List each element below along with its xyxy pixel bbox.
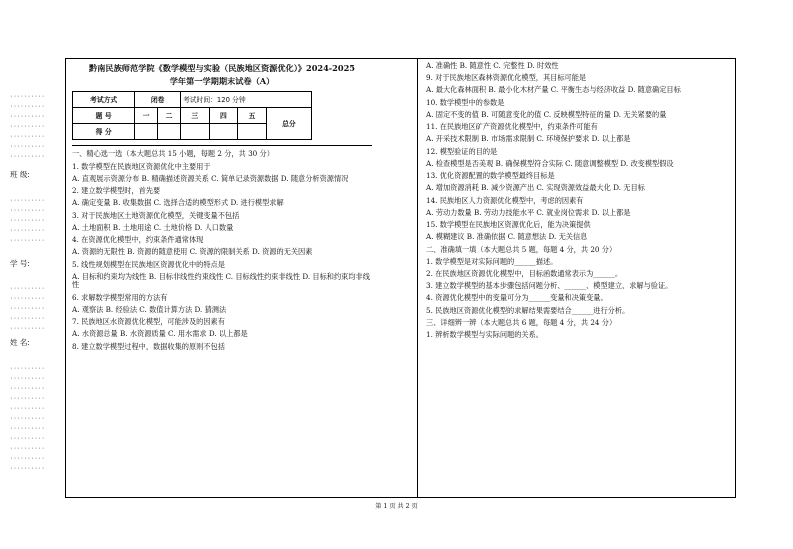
right-column [426,62,731,343]
margin-dots-15: ·········· [10,306,46,312]
answer-options: A. 开采技术限制 B. 市场需求限制 C. 环境保护要求 D. 以上都是 [426,134,631,144]
margin-dots-5: ·········· [10,134,46,140]
answer-options: A. 增加资源消耗 B. 减少资源产出 C. 实现资源效益最大化 D. 无目标 [426,183,645,193]
question-no-5: 五 [238,108,267,124]
fill-blank-question: 1. 数学模型是对实际问题的______描述。 [426,256,558,266]
margin-dots-19: ·········· [10,376,46,382]
question-text: 10. 数学模型中的参数是 [426,97,505,107]
score-row-label: 得 分 [73,124,135,140]
margin-dots-28: ·········· [10,466,46,472]
fill-blank-question: 5. 民族地区资源优化模型的求解结果需要结合______进行分析。 [426,305,630,315]
score-cell [180,124,209,140]
student-id-label: 学 号: [10,259,30,268]
class-label: 班 级: [10,170,30,179]
question-text: 3. 对于民族地区土地资源优化模型，关键变量不包括 [72,210,240,220]
margin-dots-18: ·········· [10,366,46,372]
answer-options: A. 固定不变的值 B. 可随意变化的值 C. 反映模型特征的量 D. 无关紧要的量 [426,109,667,119]
question-no-3: 三 [180,108,209,124]
exam-page-frame [65,58,736,498]
margin-dots-12: ·········· [10,238,46,244]
name-label: 姓 名: [10,338,30,347]
margin-dots-4: ·········· [10,124,46,130]
margin-dots-7: ·········· [10,154,46,160]
margin-dots-26: ·········· [10,446,46,452]
question-text: 1. 数学模型在民族地区资源优化中主要用于 [72,161,211,171]
margin-dots-24: ·········· [10,426,46,432]
column-divider [417,59,418,497]
section-rule [72,145,372,146]
margin-dots-16: ·········· [10,316,46,322]
exam-time: 考试时间：120 分钟 [180,92,311,108]
section-heading: 三、详细辨一辨（本大题总共 6 题，每题 4 分，共 24 分） [426,317,617,327]
fill-blank-question: 2. 在民族地区资源优化模型中，目标函数通常表示为______。 [426,268,623,278]
score-cell [135,124,158,140]
margin-dots-6: ·········· [10,144,46,150]
question-text: 8. 建立数学模型过程中，数据收集的原则不包括 [72,341,225,351]
question-text: 15. 数学模型在民族地区资源优化后，能为决策提供 [426,220,591,230]
margin-dots-8: ·········· [10,198,46,204]
margin-dots-9: ·········· [10,208,46,214]
margin-dots-3: ·········· [10,114,46,120]
question-no-label: 题 号 [73,108,135,124]
margin-dots-10: ·········· [10,218,46,224]
exam-title-line-2: 学年第一学期期末试卷（A） [169,75,275,86]
question-no-2: 二 [158,108,181,124]
exam-method-value: 闭卷 [135,92,181,108]
answer-options: A. 最大化森林面积 B. 最小化木材产量 C. 平衡生态与经济收益 D. 随意确定目标 [426,85,681,95]
answer-options: A. 资源的无限性 B. 资源的随意使用 C. 资源的限制关系 D. 资源的无关因素 [72,247,313,257]
margin-dots-23: ·········· [10,416,46,422]
exam-title-line-1: 黔南民族师范学院《数学模型与实验（民族地区资源优化）》2024-2025 [89,63,355,73]
question-text: 11. 在民族地区矿产资源优化模型中，约束条件可能有 [426,122,598,132]
exam-method-label: 考试方式 [73,92,135,108]
margin-dots-20: ·········· [10,386,46,392]
question-text: 13. 优化资源配置的数学模型最终目标是 [426,171,555,181]
question-text: 5. 线性规划模型在民族地区资源优化中的特点是 [72,259,225,269]
exam-title [72,62,372,87]
fill-blank-question: 3. 建立数学模型的基本步骤包括问题分析、______、模型建立、求解与验证。 [426,281,673,291]
question-text: 12. 模型验证的目的是 [426,146,498,156]
question-text: 1. 辨析数学模型与实际问题的关系。 [426,330,543,340]
margin-dots-2: ·········· [10,104,46,110]
total-score-label: 总分 [266,108,311,140]
answer-options: A. 目标和约束均为线性 B. 目标非线性约束线性 C. 目标线性约束非线性 D. 目标和约束均非线性 [72,271,370,290]
question-no-4: 四 [209,108,238,124]
section-heading: 一、精心选一选（本大题总共 15 小题，每题 2 分，共 30 分） [72,149,274,159]
question-text: 2. 建立数学模型时，首先要 [72,186,161,196]
section-heading: 二、准确填一填（本大题总共 5 题，每题 4 分，共 20 分） [426,244,617,254]
answer-options: A. 准确性 B. 随意性 C. 完整性 D. 时效性 [426,61,559,70]
answer-options: A. 检查模型是否美观 B. 确保模型符合实际 C. 随意调整模型 D. 改变模型假设 [426,158,674,168]
score-table [72,91,312,140]
question-text: 7. 民族地区水资源优化模型，可能涉及的因素有 [72,317,225,327]
answer-options: A. 土地面积 B. 土地用途 C. 土地价格 D. 人口数量 [72,222,234,232]
margin-dots-25: ·········· [10,436,46,442]
margin-dots-1: ·········· [10,94,46,100]
score-cell [238,124,267,140]
margin-dots-27: ·········· [10,456,46,462]
answer-options: A. 观察法 B. 经验法 C. 数值计算方法 D. 猜测法 [72,304,227,314]
score-cell [158,124,181,140]
question-text: 14. 民族地区人力资源优化模型中，考虑的因素有 [426,195,584,205]
margin-dots-22: ·········· [10,406,46,412]
question-text: 9. 对于民族地区森林资源优化模型，其目标可能是 [426,73,587,83]
question-text: 4. 在资源优化模型中，约束条件通常体现 [72,235,204,245]
fill-blank-question: 4. 资源优化模型中的变量可分为______变量和决策变量。 [426,293,608,303]
answer-options: A. 水资源总量 B. 水资源质量 C. 用水需求 D. 以上都是 [72,329,248,339]
left-column [72,62,372,355]
page-number: 第 1 页 共 2 页 [375,503,418,510]
answer-options: A. 劳动力数量 B. 劳动力技能水平 C. 就业岗位需求 D. 以上都是 [426,207,631,217]
margin-dots-21: ·········· [10,396,46,402]
answer-options: A. 直观展示资源分布 B. 精确描述资源关系 C. 简单记录资源数据 D. 随意分析资源情况 [72,173,349,183]
question-no-1: 一 [135,108,158,124]
answer-options: A. 确定变量 B. 收集数据 C. 选择合适的模型形式 D. 进行模型求解 [72,198,284,208]
score-cell [209,124,238,140]
margin-dots-11: ·········· [10,228,46,234]
margin-dots-14: ·········· [10,296,46,302]
margin-dots-17: ·········· [10,326,46,332]
question-text: 6. 求解数学模型常用的方法有 [72,292,168,302]
margin-dots-13: ·········· [10,286,46,292]
answer-options: A. 模糊建议 B. 准确依据 C. 随意想法 D. 无关信息 [426,232,588,242]
